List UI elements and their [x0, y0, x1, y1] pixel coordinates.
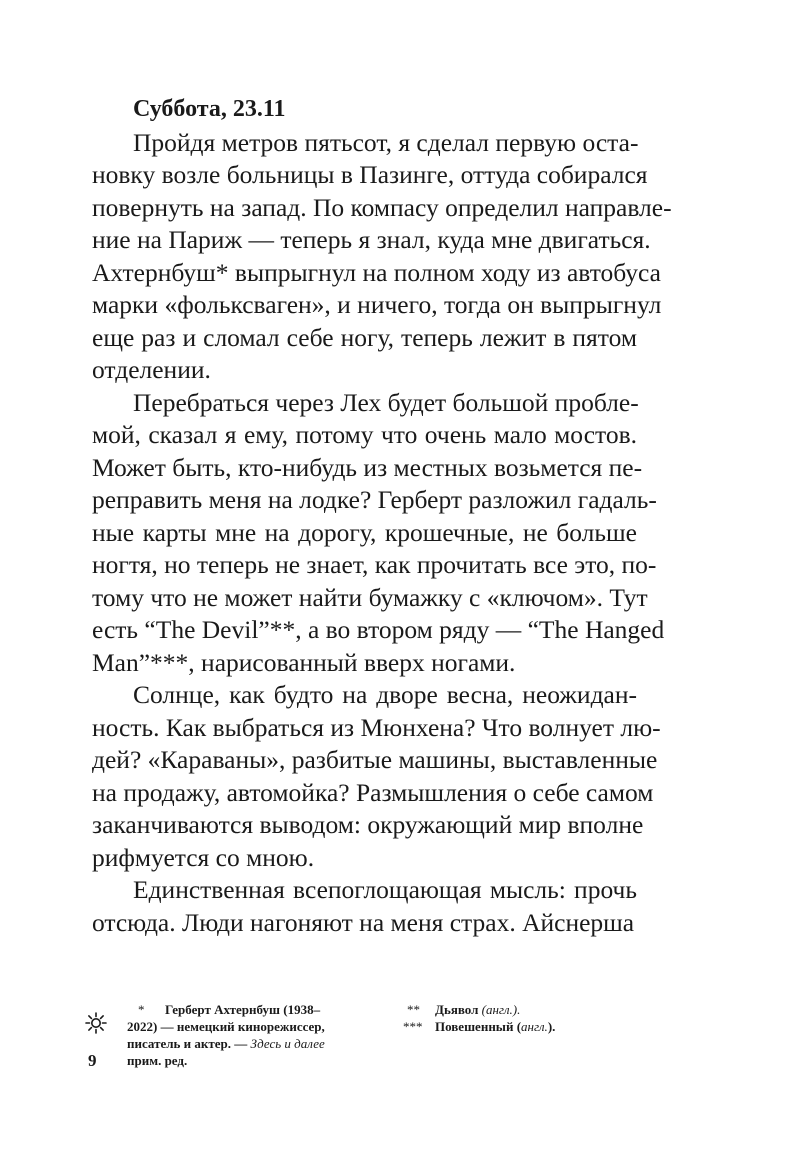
footnote-text-bold: Повешенный ( — [435, 1019, 522, 1034]
text-line: ность. Как выбраться из Мюнхена? Что волнует лю- — [92, 713, 661, 742]
footnote-text — [435, 1001, 520, 1019]
text-line: ные карты мне на дорогу, крошечные, не больше — [92, 518, 637, 547]
text-line: Перебраться через Лех будет большой пробле- — [133, 388, 639, 417]
footnote-text: Герберт Ахтернбуш (1938– — [165, 1002, 321, 1017]
text-line: повернуть на запад. По компасу определил направле- — [92, 193, 672, 222]
text-line: есть “The Devil”**, а во втором ряду — “The Hanged — [92, 615, 665, 644]
text-line: мой, сказал я ему, потому что очень мало мостов. — [92, 420, 637, 449]
footnote-text — [435, 1018, 555, 1036]
footnote-text-italic: Здесь и далее — [250, 1036, 325, 1051]
text-line: новку возле больницы в Пазинге, оттуда собирался — [92, 160, 648, 189]
text-line: рифмуется со мною. — [92, 843, 315, 872]
footnote-text-end: . — [517, 1002, 521, 1017]
text-line: марки «фольксваген», и ничего, тогда он выпрыгнул — [92, 290, 662, 319]
footnote-text-bold: писатель и актер. — — [127, 1036, 251, 1051]
footnote-text — [127, 1035, 325, 1053]
text-line: Man”***, нарисованный вверх ногами. — [92, 648, 516, 677]
text-line: ногтя, но теперь не знает, как прочитать все это, по- — [92, 550, 657, 579]
text-line: реправить меня на лодке? Герберт разложил гадаль- — [92, 485, 657, 514]
footnote-marker: ** — [407, 1002, 420, 1017]
text-line: на продажу, автомойка? Размышления о себе самом — [92, 778, 654, 807]
text-line: Ахтернбуш* выпрыгнул на полном ходу из автобуса — [92, 258, 661, 287]
text-line: Может быть, кто-нибудь из местных возьмется пе- — [92, 453, 643, 482]
footnote-text-italic: (англ.) — [481, 1002, 518, 1017]
text-line: отсюда. Люди нагоняют на меня страх. Айснерша — [92, 908, 635, 937]
text-line: заканчиваются выводом: окружающий мир вполне — [92, 810, 644, 839]
text-line: отделении. — [92, 355, 211, 384]
footnote-text-end: ). — [547, 1019, 556, 1034]
footnote-marker: *** — [403, 1019, 423, 1034]
page-number: 9 — [88, 1051, 97, 1070]
text-line: ние на Париж — теперь я знал, куда мне двигаться. — [92, 225, 651, 254]
footnote-text-italic: прим. ред. — [127, 1053, 188, 1068]
text-line: Единственная всепоглощающая мысль: прочь — [133, 875, 637, 904]
text-line: Пройдя метров пятьсот, я сделал первую оста- — [133, 128, 639, 157]
footnote-text: 2022) — немецкий кинорежиссер, — [127, 1019, 325, 1034]
sun-icon — [85, 1012, 107, 1034]
diary-date-heading: Суббота, 23.11 — [133, 96, 286, 122]
text-line: Солнце, как будто на дворе весна, неожидан- — [133, 680, 637, 709]
footnote-marker: * — [138, 1002, 145, 1017]
footnote-text-bold: Дьявол — [435, 1002, 482, 1017]
text-line: тому что не может найти бумажку с «ключом». Тут — [92, 583, 648, 612]
footnote-text-italic: англ. — [521, 1019, 548, 1034]
text-line: дей? «Караваны», разбитые машины, выставленные — [92, 745, 658, 774]
text-line: еще раз и сломал себе ногу, теперь лежит в пятом — [92, 323, 637, 352]
